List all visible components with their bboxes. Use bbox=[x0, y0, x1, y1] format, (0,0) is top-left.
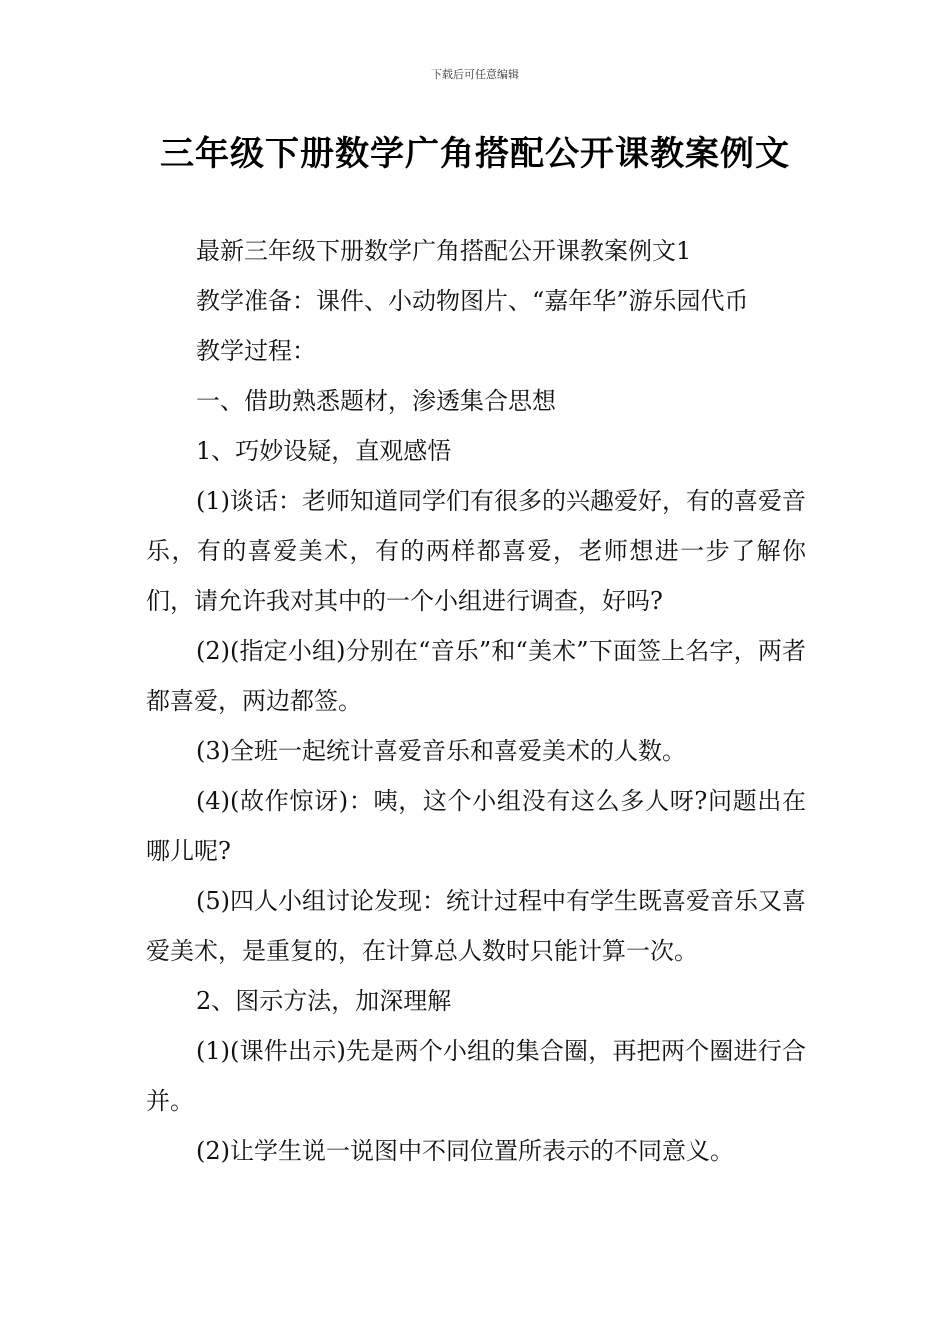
paragraph-step-one: 1、巧妙设疑，直观感悟 bbox=[196, 437, 452, 465]
paragraph-item-5: (5)四人小组讨论发现：统计过程中有学生既喜爱音乐又喜爱美术，是重复的，在计算总人数时只能计算一次。 bbox=[146, 887, 806, 965]
paragraph-item-7: (2)让学生说一说图中不同位置所表示的不同意义。 bbox=[196, 1137, 734, 1165]
paragraph-item-6: (1)(课件出示)先是两个小组的集合圈，再把两个圈进行合并。 bbox=[146, 1037, 806, 1115]
paragraph-item-4: (4)(故作惊讶)：咦，这个小组没有这么多人呀?问题出在哪儿呢? bbox=[146, 787, 806, 865]
page-header-note: 下载后可任意编辑 bbox=[431, 68, 519, 81]
paragraph-section-one: 一、借助熟悉题材，渗透集合思想 bbox=[196, 387, 556, 415]
paragraph-subtitle: 最新三年级下册数学广角搭配公开课教案例文1 bbox=[196, 237, 692, 265]
paragraph-process-heading: 教学过程： bbox=[196, 337, 316, 365]
paragraph-preparation: 教学准备：课件、小动物图片、“嘉年华”游乐园代币 bbox=[196, 287, 749, 315]
paragraph-item-3: (3)全班一起统计喜爱音乐和喜爱美术的人数。 bbox=[196, 737, 686, 765]
document-title: 三年级下册数学广角搭配公开课教案例文 bbox=[160, 134, 790, 174]
document-body bbox=[146, 226, 806, 1176]
paragraph-item-2: (2)(指定小组)分别在“音乐”和“美术”下面签上名字，两者都喜爱，两边都签。 bbox=[146, 637, 806, 715]
paragraph-step-two: 2、图示方法，加深理解 bbox=[196, 987, 452, 1015]
paragraph-item-1: (1)谈话：老师知道同学们有很多的兴趣爱好，有的喜爱音乐，有的喜爱美术，有的两样都喜爱，老师想进一步了解你们，请允许我对其中的一个小组进行调查，好吗? bbox=[146, 487, 806, 615]
